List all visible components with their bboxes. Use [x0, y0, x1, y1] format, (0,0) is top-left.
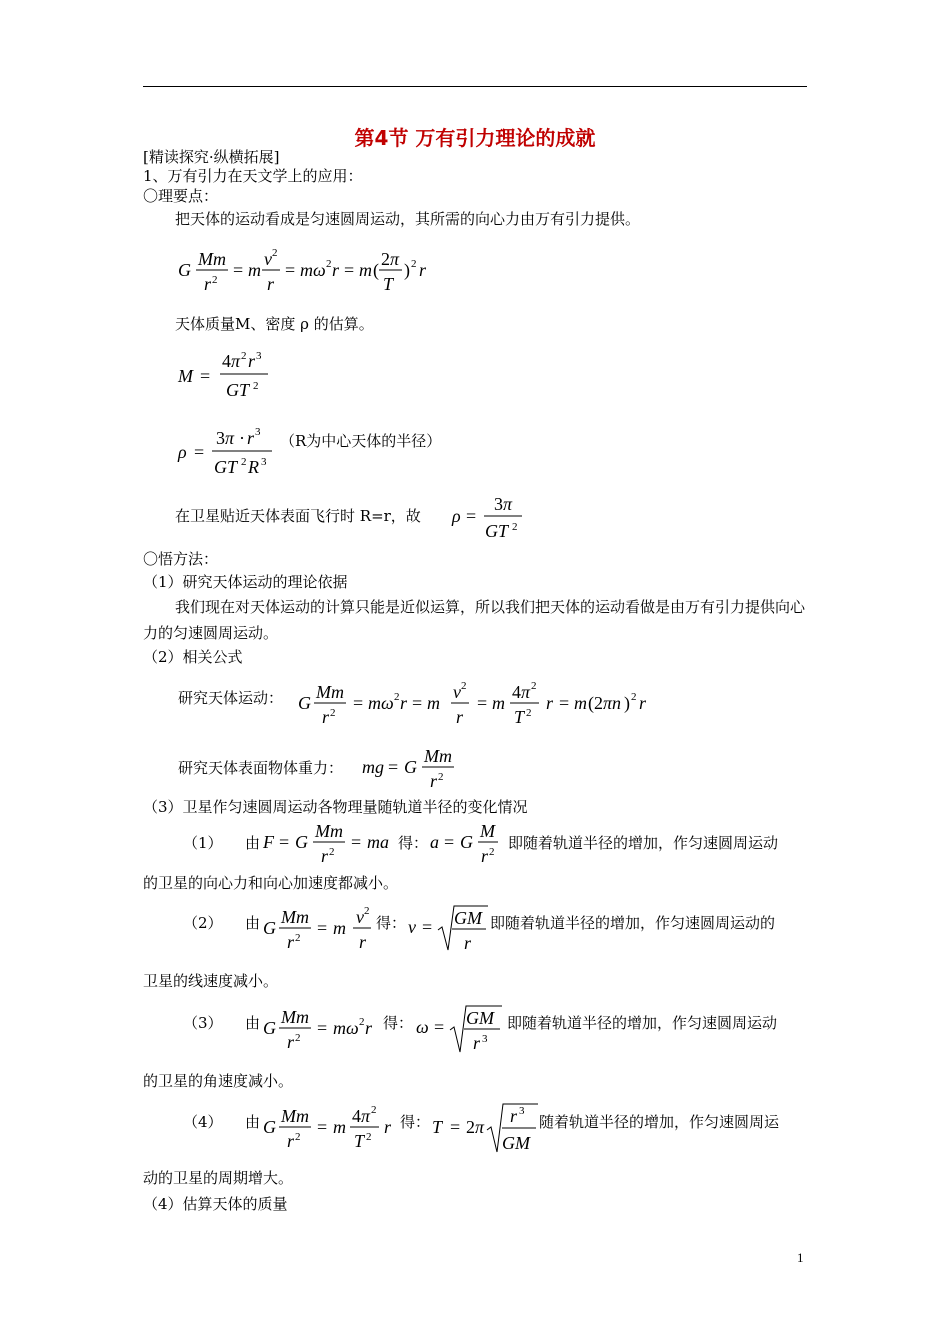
case-2-line-2: 卫星的线速度减小。	[143, 972, 279, 990]
svg-text:2: 2	[366, 1131, 372, 1143]
svg-text:GT: GT	[485, 521, 509, 541]
svg-text:2: 2	[330, 707, 336, 719]
subsection-1-text: 我们现在对天体运动的计算只能是近似运算，所以我们把天体的运动看做是由万有引力提供向心力的匀速圆周运动。	[143, 598, 806, 642]
svg-text:T: T	[383, 274, 394, 294]
subsection-1: （1）研究天体运动的理论依据	[143, 573, 348, 591]
svg-text:2: 2	[295, 1131, 301, 1143]
svg-text:r: r	[248, 351, 256, 371]
svg-text:Mm: Mm	[281, 907, 309, 927]
svg-text:2: 2	[526, 707, 532, 719]
paragraph-3: 在卫星贴近天体表面飞行时 R=r，故	[175, 507, 421, 525]
svg-text:T: T	[514, 707, 525, 727]
svg-text:m: m	[427, 693, 440, 713]
svg-text:mω: mω	[300, 260, 326, 280]
svg-text:mω: mω	[368, 693, 394, 713]
svg-text:4: 4	[512, 682, 521, 702]
svg-text:m: m	[248, 260, 261, 280]
svg-text:=: =	[285, 260, 296, 280]
svg-text:=: =	[279, 832, 290, 852]
svg-text:M: M	[178, 366, 193, 386]
svg-text:Mm: Mm	[281, 1007, 309, 1027]
case-1-you: 由	[245, 834, 261, 852]
svg-text:r: r	[247, 428, 255, 448]
svg-text:ma: ma	[367, 832, 389, 852]
svg-text:=: =	[466, 506, 477, 526]
equation-case-1-force	[263, 817, 398, 871]
case-1-de: 得：	[398, 834, 429, 852]
svg-text:=: =	[477, 693, 488, 713]
svg-text:r: r	[321, 846, 329, 866]
svg-text:π: π	[503, 494, 513, 514]
svg-text:T: T	[354, 1131, 365, 1151]
svg-text:2: 2	[371, 1104, 377, 1116]
svg-text:ω: ω	[416, 1017, 429, 1037]
svg-text:m: m	[492, 693, 505, 713]
svg-text:r: r	[456, 707, 464, 727]
svg-text:=: =	[353, 693, 364, 713]
svg-text:G: G	[298, 693, 311, 713]
svg-text:=: =	[559, 693, 570, 713]
case-3-line-2: 的卫星的角速度减小。	[143, 1072, 294, 1090]
subsection-3: （3）卫星作匀速圆周运动各物理量随轨道半径的变化情况	[143, 798, 528, 816]
svg-text:2: 2	[466, 1117, 475, 1137]
svg-text:Mm: Mm	[424, 746, 452, 766]
svg-text:π: π	[231, 351, 241, 371]
svg-text:3: 3	[255, 426, 261, 438]
svg-text:v: v	[408, 917, 416, 937]
svg-text:=: =	[444, 832, 455, 852]
svg-text:Mm: Mm	[281, 1106, 309, 1126]
svg-text:Mm: Mm	[198, 249, 226, 269]
case-4-line-2: 动的卫星的周期增大。	[143, 1169, 294, 1187]
svg-text:2: 2	[489, 846, 495, 858]
svg-text:a: a	[430, 832, 439, 852]
case-2-rest: 即随着轨道半径的增加，作匀速圆周运动的	[490, 914, 776, 932]
case-1-number: （1）	[183, 834, 223, 852]
svg-text:2: 2	[295, 932, 301, 944]
case-3-you: 由	[245, 1014, 261, 1032]
svg-text:πn: πn	[603, 693, 622, 713]
svg-text:ρ: ρ	[178, 442, 187, 462]
svg-text:m: m	[359, 260, 372, 280]
case-3-rest: 即随着轨道半径的增加，作匀速圆周运动	[507, 1014, 778, 1032]
equation-mass	[178, 345, 298, 405]
svg-text:r: r	[287, 932, 295, 952]
svg-text:=: =	[434, 1017, 445, 1037]
svg-text:·: ·	[239, 428, 245, 448]
case-3-number: （3）	[183, 1014, 223, 1032]
case-2-de: 得：	[376, 914, 407, 932]
svg-text:G: G	[263, 918, 276, 938]
svg-text:2: 2	[241, 456, 247, 468]
svg-text:F: F	[263, 832, 274, 852]
case-4-de: 得：	[400, 1113, 431, 1131]
svg-text:2: 2	[631, 691, 637, 703]
paragraph-2: 天体质量M、密度 ρ 的估算。	[175, 315, 374, 333]
svg-text:3: 3	[216, 428, 225, 448]
svg-text:G: G	[460, 832, 473, 852]
subsection-4: （4）估算天体的质量	[143, 1195, 288, 1213]
svg-text:GM: GM	[502, 1133, 530, 1153]
svg-text:π: π	[475, 1117, 485, 1137]
svg-text:ρ: ρ	[452, 506, 461, 526]
svg-text:=: =	[233, 260, 244, 280]
svg-text:r: r	[287, 1032, 295, 1052]
svg-text:2: 2	[329, 846, 335, 858]
svg-text:r: r	[510, 1106, 518, 1126]
svg-text:=: =	[317, 1117, 328, 1137]
svg-text:mω: mω	[333, 1018, 359, 1038]
equation-case-1-acceleration	[430, 817, 510, 871]
svg-text:m: m	[333, 1117, 346, 1137]
svg-text:=: =	[317, 1018, 328, 1038]
svg-text:2: 2	[241, 350, 247, 362]
svg-text:4: 4	[222, 351, 231, 371]
equation-case-2-force	[263, 902, 383, 958]
page-number: 1	[797, 1250, 804, 1265]
svg-text:=: =	[412, 693, 423, 713]
svg-text:r: r	[639, 693, 647, 713]
svg-text:GM: GM	[454, 908, 482, 928]
svg-text:2: 2	[438, 771, 444, 783]
svg-text:r: r	[546, 693, 554, 713]
svg-text:2: 2	[272, 247, 278, 259]
equation-density-surface	[452, 490, 532, 546]
svg-text:R: R	[248, 457, 259, 477]
svg-text:2: 2	[531, 680, 537, 692]
case-1-line-2: 的卫星的向心力和向心加速度都减小。	[143, 874, 399, 892]
svg-text:3: 3	[256, 350, 262, 362]
case-4-rest: 随着轨道半径的增加，作匀速圆周运	[539, 1113, 780, 1131]
subsection-2-a-label: 研究天体运动：	[178, 689, 284, 707]
svg-text:=: =	[388, 757, 399, 777]
subsection-2: （2）相关公式	[143, 648, 243, 666]
svg-text:GT: GT	[214, 457, 238, 477]
svg-text:4: 4	[352, 1106, 361, 1126]
svg-text:r: r	[322, 707, 330, 727]
svg-text:2: 2	[326, 258, 332, 270]
svg-text:): )	[624, 693, 630, 713]
svg-text:=: =	[351, 832, 362, 852]
svg-text:r: r	[287, 1131, 295, 1151]
svg-text:2: 2	[461, 680, 467, 692]
svg-text:=: =	[450, 1117, 461, 1137]
svg-text:π: π	[390, 249, 400, 269]
svg-text:=: =	[194, 442, 205, 462]
svg-text:=: =	[317, 918, 328, 938]
svg-text:r: r	[267, 274, 275, 294]
svg-text:r: r	[464, 933, 472, 953]
equation-case-4-period	[432, 1098, 542, 1158]
svg-text:r: r	[204, 274, 212, 294]
svg-text:π: π	[361, 1106, 371, 1126]
svg-text:M: M	[480, 821, 495, 841]
svg-text:r: r	[400, 693, 408, 713]
svg-text:π: π	[521, 682, 531, 702]
svg-text:G: G	[263, 1018, 276, 1038]
svg-text:r: r	[332, 260, 340, 280]
svg-text:G: G	[263, 1117, 276, 1137]
svg-text:2: 2	[381, 249, 390, 269]
svg-text:Mm: Mm	[315, 821, 343, 841]
svg-text:2: 2	[359, 1016, 365, 1028]
equation-surface-gravity	[362, 742, 472, 796]
svg-text:m: m	[574, 693, 587, 713]
case-2-number: （2）	[183, 914, 223, 932]
svg-text:π: π	[225, 428, 235, 448]
svg-text:r: r	[481, 846, 489, 866]
svg-text:r: r	[384, 1117, 392, 1137]
svg-text:2: 2	[512, 521, 518, 533]
svg-text:=: =	[422, 917, 433, 937]
svg-text:G: G	[295, 832, 308, 852]
wu-fangfa-heading: 〇悟方法：	[143, 550, 219, 568]
svg-text:Mm: Mm	[316, 682, 344, 702]
svg-text:v: v	[453, 682, 461, 702]
case-4-you: 由	[245, 1113, 261, 1131]
svg-text:GM: GM	[466, 1008, 494, 1028]
svg-text:3: 3	[482, 1033, 488, 1045]
case-2-you: 由	[245, 914, 261, 932]
case-4-number: （4）	[183, 1113, 223, 1131]
equation-gravity-centripetal	[178, 245, 478, 300]
svg-text:2: 2	[295, 1032, 301, 1044]
svg-text:2: 2	[364, 905, 370, 917]
equation-case-4-force	[263, 1100, 403, 1158]
svg-text:2: 2	[212, 274, 218, 286]
subsection-2-b-label: 研究天体表面物体重力：	[178, 759, 344, 777]
heading-1: 1、万有引力在天文学上的应用：	[143, 167, 363, 185]
equation-case-2-velocity	[408, 900, 498, 958]
section-tag: [精读探究·纵横拓展]	[143, 148, 280, 166]
svg-text:m: m	[333, 918, 346, 938]
svg-text:r: r	[473, 1033, 481, 1053]
svg-text:T: T	[432, 1117, 443, 1137]
svg-text:=: =	[200, 366, 211, 386]
svg-text:(2: (2	[588, 693, 603, 713]
equation-case-3-force	[263, 1002, 383, 1058]
svg-text:v: v	[264, 249, 272, 269]
paragraph-1: 把天体的运动看成是匀速圆周运动，其所需的向心力由万有引力提供。	[175, 210, 641, 228]
page-title: 第4节 万有引力理论的成就	[354, 126, 596, 150]
svg-text:r: r	[359, 932, 367, 952]
svg-text:): )	[404, 260, 410, 280]
equation-celestial-motion	[298, 677, 668, 733]
svg-text:3: 3	[261, 456, 267, 468]
svg-text:(: (	[373, 260, 379, 280]
svg-text:mg: mg	[362, 757, 384, 777]
svg-text:3: 3	[519, 1105, 525, 1117]
svg-text:2: 2	[411, 258, 417, 270]
svg-text:r: r	[419, 260, 427, 280]
svg-text:r: r	[430, 771, 438, 791]
svg-text:G: G	[178, 260, 191, 280]
svg-text:2: 2	[253, 380, 259, 392]
svg-text:GT: GT	[226, 380, 250, 400]
svg-text:2: 2	[394, 691, 400, 703]
header-rule	[143, 86, 807, 87]
case-1-rest: 即随着轨道半径的增加，作匀速圆周运动	[508, 834, 779, 852]
svg-text:3: 3	[494, 494, 503, 514]
svg-text:v: v	[356, 907, 364, 927]
case-3-de: 得：	[383, 1014, 414, 1032]
li-yaodian-heading: 〇理要点：	[143, 187, 219, 205]
svg-text:=: =	[344, 260, 355, 280]
svg-text:r: r	[365, 1018, 373, 1038]
equation-case-3-angular-velocity	[416, 1000, 511, 1058]
svg-text:G: G	[404, 757, 417, 777]
density-note: （R为中心天体的半径）	[280, 432, 442, 450]
